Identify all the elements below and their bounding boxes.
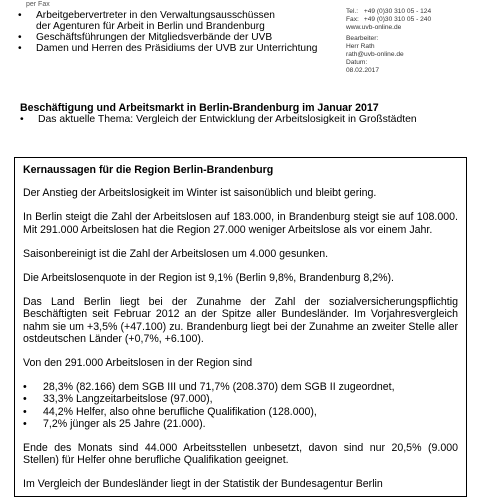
recipient-item	[18, 32, 318, 43]
list-item	[23, 418, 458, 430]
paragraph: In Berlin steigt die Zahl der Arbeitslosen auf 183.000, in Brandenburg steigt sie auf 108.000. Mit 291.000 Arbeitslosen hat die Region 27.000 weniger Arbeitslose als vor einem Jahr.	[23, 211, 458, 236]
datum-label: Datum:	[346, 59, 368, 66]
website[interactable]: www.uvb-online.de	[346, 24, 402, 31]
bullet-icon: •	[23, 381, 27, 394]
list-item-text: 33,3% Langzeitarbeitslose (97.000),	[43, 393, 213, 406]
recipient-item	[18, 43, 318, 54]
recipient-line: Geschäftsführungen der Mitgliedsverbände der UVB	[36, 32, 273, 43]
tel-label: Tel.:	[346, 8, 359, 15]
bearbeiter-name: Herr Rath	[346, 43, 375, 50]
bullet-icon: •	[18, 10, 22, 21]
bullet-list	[23, 381, 458, 430]
list-item	[23, 381, 458, 393]
topic-item	[20, 114, 470, 125]
recipient-line: Arbeitgebervertreter in den Verwaltungsausschüssen	[36, 10, 275, 21]
recipient-item	[18, 10, 318, 32]
bearbeiter-label: Bearbeiter:	[346, 35, 379, 42]
top-label: per Fax	[26, 1, 50, 8]
bullet-icon: •	[18, 32, 22, 43]
paragraph: Das Land Berlin liegt bei der Zunahme der Zahl der sozialversicherungspflichtig Beschäftigten seit Februar 2012 an der Spitze aller Bundesländer. Im Vorjahresvergleich nahm sie um +3,5% (+47.100) zu. Brandenburg liegt bei der Zunahme an zweiter Stelle aller ostdeutschen Länder (+0,7%, +6.100).	[23, 296, 458, 345]
bullet-icon: •	[18, 43, 22, 54]
list-item	[23, 406, 458, 418]
paragraph: Die Arbeitslosenquote in der Region ist 9,1% (Berlin 9,8%, Brandenburg 8,2%).	[23, 272, 394, 285]
recipient-line-continued: der Agenturen für Arbeit in Berlin und Brandenburg	[36, 21, 265, 32]
recipient-list	[18, 1, 318, 54]
bullet-icon: •	[23, 405, 27, 418]
paragraph: Im Vergleich der Bundesländer liegt in der Statistik der Bundesagentur Berlin	[23, 478, 383, 491]
paragraph: Von den 291.000 Arbeitslosen in der Region sind	[23, 357, 253, 370]
contact-block	[346, 8, 476, 75]
datum-value: 08.02.2017	[346, 67, 380, 74]
fax-label: Fax:	[346, 16, 359, 23]
bullet-icon: •	[23, 417, 27, 430]
paragraph: Saisonbereinigt ist die Zahl der Arbeitslosen um 4.000 gesunken.	[23, 247, 329, 260]
key-statements-box	[14, 157, 467, 497]
list-item-text: 7,2% jünger als 25 Jahre (21.000).	[43, 417, 206, 430]
tel-number: +49 (0)30 310 05 - 124	[363, 8, 432, 15]
box-title: Kernaussagen für die Region Berlin-Brandenburg	[23, 164, 274, 176]
bullet-icon: •	[20, 114, 24, 125]
fax-number: +49 (0)30 310 05 - 240	[363, 16, 432, 23]
bullet-icon: •	[23, 393, 27, 406]
document-headline: Beschäftigung und Arbeitsmarkt in Berlin-Brandenburg im Januar 2017	[20, 102, 379, 114]
recipient-line: Damen und Herren des Präsidiums der UVB zur Unterrichtung	[36, 43, 318, 54]
paragraph: Ende des Monats sind 44.000 Arbeitsstellen unbesetzt, davon sind nur 20,5% (9.000 Stellen) für Helfer ohne berufliche Qualifikation geeignet.	[23, 442, 458, 467]
paragraph: Der Anstieg der Arbeitslosigkeit im Winter ist saisonüblich und bleibt gering.	[23, 187, 377, 200]
topic-text: Das aktuelle Thema: Vergleich der Entwicklung der Arbeitslosigkeit in Großstädten	[38, 114, 417, 125]
list-item-text: 44,2% Helfer, also ohne berufliche Qualifikation (128.000),	[43, 405, 317, 418]
list-item-text: 28,3% (82.166) dem SGB III und 71,7% (208.370) dem SGB II zugeordnet,	[43, 381, 395, 394]
list-item	[23, 393, 458, 405]
email-address[interactable]: rath@uvb-online.de	[346, 51, 404, 58]
